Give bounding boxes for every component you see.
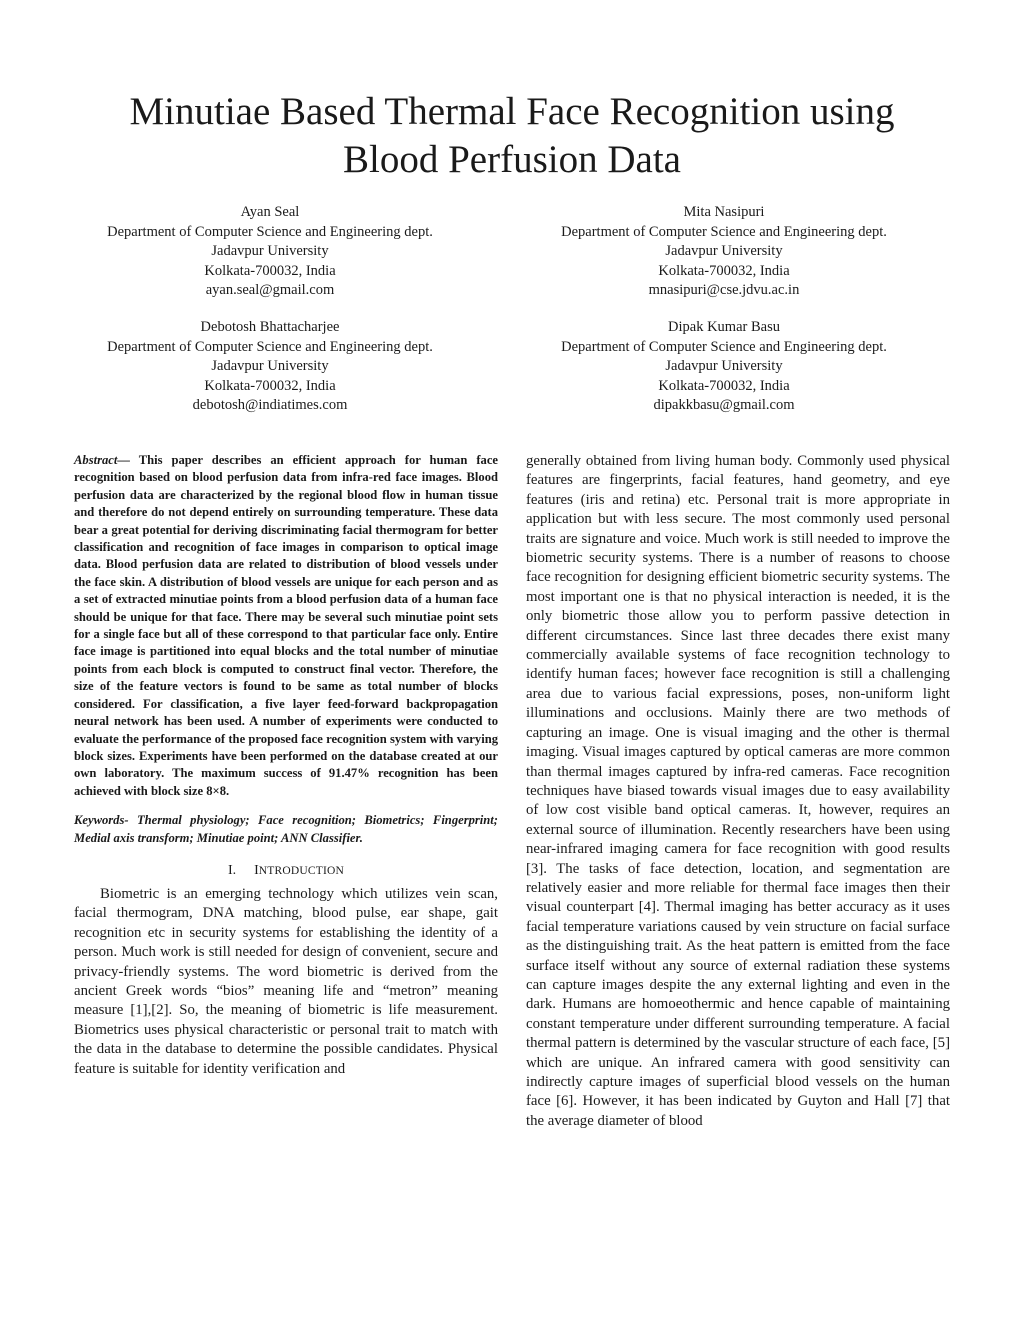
author-city: Kolkata-700032, India [658,262,790,279]
right-column [526,452,950,1131]
author-block-4 [514,318,934,416]
abstract [74,452,498,800]
author-name: Mita Nasipuri [683,204,765,220]
section-heading-introduction [74,861,498,881]
author-block-1 [60,203,480,301]
author-block-2 [514,203,934,301]
author-name: Dipak Kumar Basu [668,319,780,335]
title-line-2: Blood Perfusion Data [343,138,681,181]
author-university: Jadavpur University [665,358,783,374]
intro-paragraph-left: Biometric is an emerging technology which utilizes vein scan, facial thermogram, DNA matching, blood pulse, ear shape, gait recognition etc in security systems for establishing the identity of a person. Much work is still needed for design of convenient, secure and privacy-friendly systems. The word biometric is derived from the ancient Greek words “bios” meaning life and “metron” meaning measure [1],[2]. So, the meaning of biometric is life measurement. Biometrics uses physical characteristic or personal trait to match with the data in the database to determine the possible candidates. Physical feature is suitable for identity verification and [74,885,498,1077]
intro-paragraph-right: generally obtained from living human body. Commonly used physical features are fingerprints, facial features, hand geometry, and eye features (iris and retina) etc. Personal trait is more appropriate in application but with less secure. The most commonly used personal traits are signature and voice. Much work is still needed to improve the biometric security systems. There is a number of reasons to choose face recognition for designing efficient biometric security systems. The most important one is that no physical interaction is needed, it is the only biometric those allow you to perform passive detection in different circumstances. Since last three decades there exist many commercially available systems of face recognition technology to identify human faces; however face recognition is still a challenging area due to various facial expressions, poses, non-uniform light illuminations and occlusions. Mainly there are two methods of capturing an image. One is visual imaging and the other is thermal imaging. Visual images captured by optical cameras are more common than thermal images captured by infra-red cameras. Face recognition techniques have biased towards visual images due to easy availability of low cost visible band optical cameras. It, however, requires an external source of illumination. Recently researchers have been using near-infrared imaging camera for face recognition with good results [3]. The tasks of face detection, location, and segmentation are relatively easier and more reliable for thermal face images then their visual counterpart [4]. Thermal imaging has better accuracy as it uses facial temperature variations caused by vein structure on facial surface as the distinguishing trait. As the heat pattern is emitted from the face surface itself without any source of external radiation these systems can capture images despite the any external lighting and even in the dark. Humans are homoeothermic and hence capable of maintaining constant temperature under different surrounding temperature. A facial thermal pattern is determined by the vascular structure of each face, [5] which are unique. An infrared camera with good sensitivity can indirectly capture images of superficial blood vessels on the human face [6]. However, it has been indicated by Guyton and Hall [7] that the average diameter of blood [526,453,950,1129]
author-email: mnasipuri@cse.jdvu.ac.in [648,282,800,298]
author-city: Kolkata-700032, India [204,377,336,394]
title-line-1: Minutiae Based Thermal Face Recognition using [129,90,895,133]
author-university: Jadavpur University [665,243,783,259]
author-dept: Department of Computer Science and Engineering dept. [561,338,887,355]
author-name: Debotosh Bhattacharjee [200,319,340,335]
author-email: dipakkbasu@gmail.com [653,397,795,413]
author-email: ayan.seal@gmail.com [205,282,335,298]
abstract-label: Abstract— [74,453,130,467]
section-title-rest: NTRODUCTION [258,864,345,877]
author-dept: Department of Computer Science and Engineering dept. [107,223,433,240]
author-email: debotosh@indiatimes.com [192,397,348,413]
author-dept: Department of Computer Science and Engineering dept. [107,338,433,355]
abstract-text: This paper describes an efficient approach for human face recognition based on blood perfusion data from infra-red face images. Blood perfusion data are characterized by the regional blood flow in human tissue and therefore do not depend entirely on surrounding temperature. These data bear a great potential for deriving discriminating facial thermogram for better classification and recognition of face images in comparison to optical image data. Blood perfusion data are related to distribution of blood vessels under the face skin. A distribution of blood vessels are unique for each person and as a set of extracted minutiae points from a blood perfusion data of a human face should be unique for that face. There may be several such minutiae point sets for a single face but all of these correspond to that particular face only. Entire face image is partitioned into equal blocks and the total number of minutiae points from each block is computed to construct final vector. Therefore, the size of the feature vectors is found to be same as total number of blocks considered. For classification, a five layer feed-forward backpropagation neural network has been used. A number of experiments were conducted to evaluate the performance of the proposed face recognition system with varying block sizes. Experiments have been performed on the database created at our own laboratory. The maximum success of 91.47% recognition has been achieved with block size 8×8. [74,453,498,798]
author-university: Jadavpur University [211,358,329,374]
author-dept: Department of Computer Science and Engineering dept. [561,223,887,240]
paper-title [0,88,1024,184]
section-number: I. [227,862,237,878]
author-block-3 [60,318,480,416]
author-name: Ayan Seal [240,204,300,220]
author-city: Kolkata-700032, India [658,377,790,394]
keywords: Keywords- Thermal physiology; Face recognition; Biometrics; Fingerprint; Medial axis transform; Minutiae point; ANN Classifier. [74,813,498,845]
author-university: Jadavpur University [211,243,329,259]
author-city: Kolkata-700032, India [204,262,336,279]
left-column [74,452,498,1079]
section-title-initial: I [254,862,259,878]
